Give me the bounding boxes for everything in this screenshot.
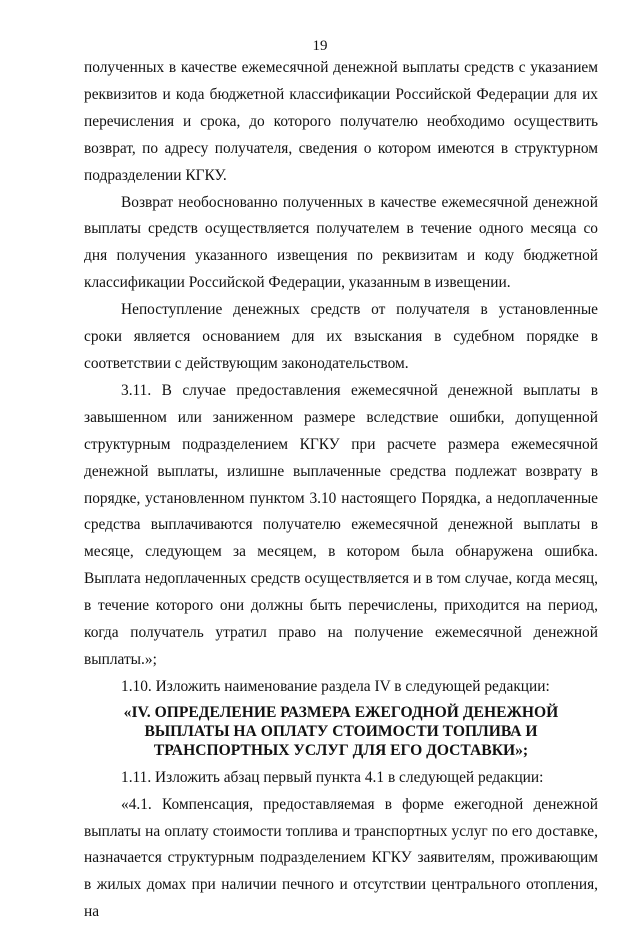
paragraph-item-1-10: 1.10. Изложить наименование раздела IV в следующей редакции: — [121, 677, 550, 695]
section-heading-line: ТРАНСПОРТНЫХ УСЛУГ ДЛЯ ЕГО ДОСТАВКИ»; — [153, 741, 529, 759]
document-body — [84, 55, 598, 926]
paragraph-return-details: полученных в качестве ежемесячной денежной выплаты средств с указанием реквизитов и кода бюджетной классификации Российской Федерации для их перечисления и срока, до которого получателю необходимо осуществить возврат, по адресу получателя, сведения о котором имеются в структурном подразделении КГКУ. — [84, 59, 598, 184]
paragraph-clause-3-11: 3.11. В случае предоставления ежемесячной денежной выплаты в завышенном или заниженном размере вследствие ошибки, допущенной структурным подразделением КГКУ при расчете размера ежемесячной денежной выплаты, излишне выплаченные средства подлежат возврату в порядке, установленном пунктом 3.10 настоящего Порядка, а недоплаченные средства выплачиваются получателю ежемесячной денежной выплаты в месяце, следующем за месяцем, в котором была обнаружена ошибка. Выплата недоплаченных средств осуществляется и в том случае, когда месяц, в течение которого они должны быть перечислены, приходится на период, когда получатель утратил право на получение ежемесячной денежной выплаты.»; — [84, 381, 598, 668]
section-heading — [84, 701, 598, 765]
paragraph-clause-4-1: «4.1. Компенсация, предоставляемая в форме ежегодной денежной выплаты на оплату стоимости топлива и транспортных услуг по его доставке, назначается структурным подразделением КГКУ заявителям, проживающим в жилых домах при наличии печного и отсутствии центрального отопления, на — [84, 795, 598, 921]
paragraph-non-receipt: Непоступление денежных средств от получателя в установленные сроки является основанием для их взыскания в судебном порядке в соответствии с действующим законодательством. — [84, 301, 598, 372]
section-heading-line: ВЫПЛАТЫ НА ОПЛАТУ СТОИМОСТИ ТОПЛИВА И — [144, 722, 538, 740]
paragraph-item-1-11: 1.11. Изложить абзац первый пункта 4.1 в следующей редакции: — [121, 768, 544, 786]
paragraph-return-procedure: Возврат необоснованно полученных в качестве ежемесячной денежной выплаты средств осуществляется получателем в течение одного месяца со дня получения указанного извещения по реквизитам и коду бюджетной классификации Российской Федерации, указанным в извещении. — [84, 193, 598, 292]
page-number: 19 — [312, 38, 328, 54]
section-heading-line: «IV. ОПРЕДЕЛЕНИЕ РАЗМЕРА ЕЖЕГОДНОЙ ДЕНЕЖНОЙ — [123, 703, 559, 721]
